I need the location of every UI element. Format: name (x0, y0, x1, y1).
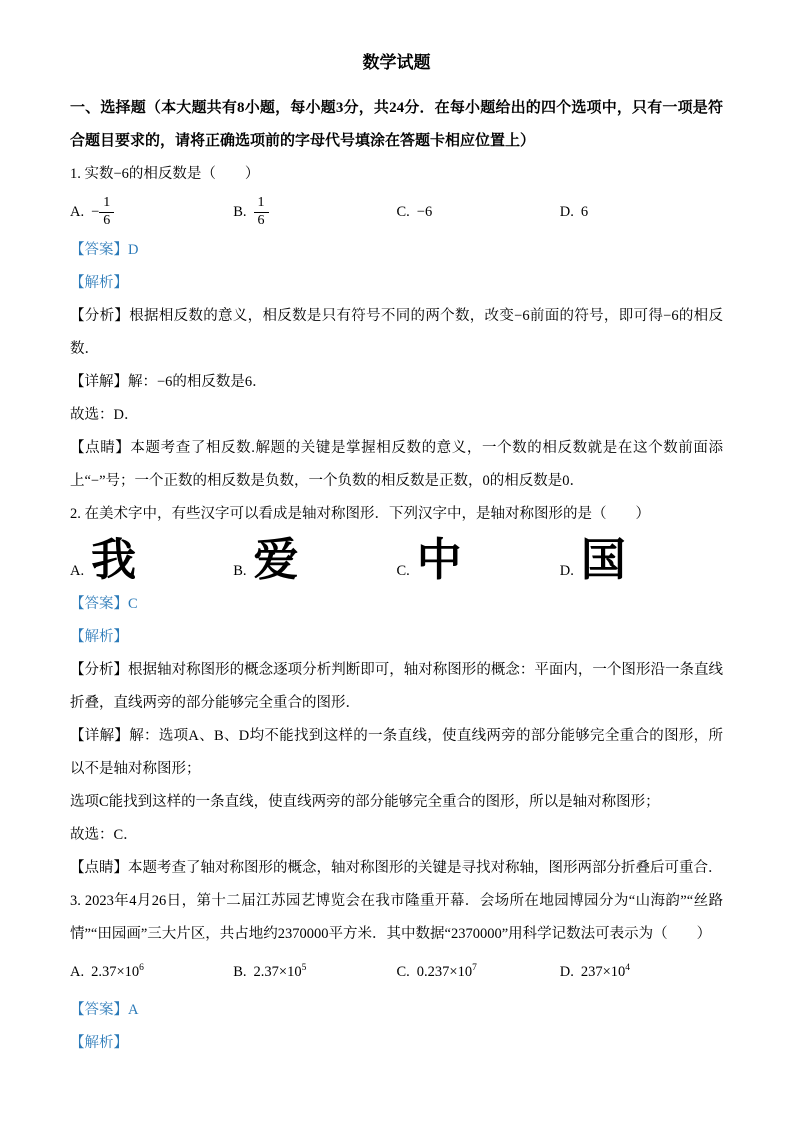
fraction-denominator: 6 (103, 213, 111, 228)
q1-detail: 【详解】解：−6的相反数是6． (70, 374, 267, 390)
q1-options-row (70, 191, 723, 234)
q1-answer: 【答案】D (70, 242, 139, 258)
q3-answer: 【答案】A (70, 1002, 139, 1018)
q2-option-d (559, 533, 723, 585)
q1-analysis: 【分析】根据相反数的意义，相反数是只有符号不同的两个数，改变−6前面的符号，即可得−6的相反数． (70, 308, 723, 357)
q2-option-a (70, 533, 233, 585)
q2-analysis-label: 【解析】 (70, 629, 128, 645)
fraction-numerator: 1 (99, 196, 114, 213)
q2-options-row (70, 531, 723, 588)
q3-option-d (560, 964, 723, 981)
fraction (99, 196, 114, 228)
q1-option-d-label: D. (559, 204, 574, 220)
q3-option-b-value (254, 964, 307, 981)
q2-option-c (396, 533, 560, 585)
q3-option-c (397, 964, 560, 981)
q2-option-a-character: 我 (91, 533, 137, 585)
q3-option-a-value (91, 964, 144, 981)
q3-option-d-value (581, 964, 630, 981)
q3-options-row (70, 951, 723, 994)
q2-detail-2: 选项C能找到这样的一条直线，使直线两旁的部分能够完全重合的图形，所以是轴对称图形； (70, 794, 660, 810)
q3-option-d-label: D. (559, 964, 574, 980)
q1-option-a (70, 196, 233, 228)
q3-option-c-label: C. (396, 964, 410, 980)
scientific-base: 0.237×10 (416, 964, 473, 980)
q2-stem: 2. 在美术字中，有些汉字可以看成是轴对称图形．下列汉字中，是轴对称图形的是（ ） (70, 506, 650, 522)
fraction-numerator: 1 (254, 196, 269, 213)
question-2 (70, 498, 723, 885)
q2-option-c-character: 中 (416, 533, 462, 585)
q2-option-b (233, 533, 396, 585)
q1-analysis-label: 【解析】 (70, 275, 128, 291)
q2-option-c-label: C. (396, 562, 410, 579)
q3-option-a-label: A. (70, 964, 85, 980)
q2-comment: 【点睛】本题考查了轴对称图形的概念，轴对称图形的关键是寻找对称轴，图形两部分折叠后可重合． (70, 860, 723, 876)
q2-answer: 【答案】C (70, 596, 138, 612)
q2-conclusion: 故选：C． (70, 827, 138, 843)
q3-option-b-label: B. (233, 964, 247, 980)
q3-option-b (233, 964, 396, 981)
q2-option-b-label: B. (233, 562, 247, 579)
q2-detail-1: 【详解】解：选项A、B、D均不能找到这样的一条直线，使直线两旁的部分能够完全重合的图形，所以不是轴对称图形； (70, 728, 723, 777)
q1-option-c-label: C. (396, 204, 410, 220)
q1-stem: 1. 实数−6的相反数是（ ） (70, 166, 260, 182)
scientific-base: 237×10 (580, 964, 626, 980)
q1-option-c-value: −6 (416, 204, 433, 220)
q2-option-b-character: 爱 (253, 533, 299, 585)
q1-option-b-label: B. (233, 204, 247, 220)
q1-option-d-value: 6 (580, 204, 589, 220)
q1-comment: 【点睛】本题考查了相反数.解题的关键是掌握相反数的意义，一个数的相反数就是在这个数前面添上“−”号；一个正数的相反数是负数，一个负数的相反数是正数，0的相反数是0． (70, 440, 723, 489)
q1-option-b-value (254, 196, 269, 228)
q1-option-d (560, 204, 723, 221)
scientific-exponent: 4 (625, 963, 631, 974)
q2-option-d-label: D. (559, 562, 574, 579)
document-title: 数学试题 (362, 53, 431, 72)
q3-option-c-value (417, 964, 477, 981)
q1-option-a-value (91, 196, 114, 228)
q1-option-b (233, 196, 396, 228)
minus-sign: − (91, 204, 100, 220)
section-header: 一、选择题（本大题共有8小题，每小题3分，共24分．在每小题给出的四个选项中，只有一项是符合题目要求的，请将正确选项前的字母代号填涂在答题卡相应位置上） (70, 100, 723, 149)
scientific-exponent: 7 (472, 963, 477, 974)
fraction-denominator: 6 (257, 213, 265, 228)
q2-option-d-character: 国 (580, 533, 626, 585)
fraction (254, 196, 269, 228)
scientific-exponent: 6 (139, 963, 144, 974)
q3-option-a (70, 964, 233, 981)
q1-option-c (397, 204, 560, 221)
scientific-exponent: 5 (301, 963, 307, 974)
scientific-base: 2.37×10 (253, 964, 302, 980)
q3-stem: 3. 2023年4月26日，第十二届江苏园艺博览会在我市隆重开幕．会场所在地园博园分为“山海韵”“丝路情”“田园画”三大片区，共占地约2370000平方米．其中数据“2370000”用科学记数法可表示为（ ） (70, 893, 723, 942)
scientific-base: 2.37×10 (91, 964, 140, 980)
q1-conclusion: 故选：D． (70, 407, 139, 423)
q2-option-a-label: A. (70, 562, 85, 579)
question-3 (70, 885, 723, 1060)
q3-analysis-label: 【解析】 (70, 1035, 128, 1051)
q2-analysis: 【分析】根据轴对称图形的概念逐项分析判断即可，轴对称图形的概念：平面内，一个图形沿一条直线折叠，直线两旁的部分能够完全重合的图形． (70, 662, 723, 711)
q1-option-a-label: A. (70, 204, 85, 220)
question-1 (70, 158, 723, 498)
